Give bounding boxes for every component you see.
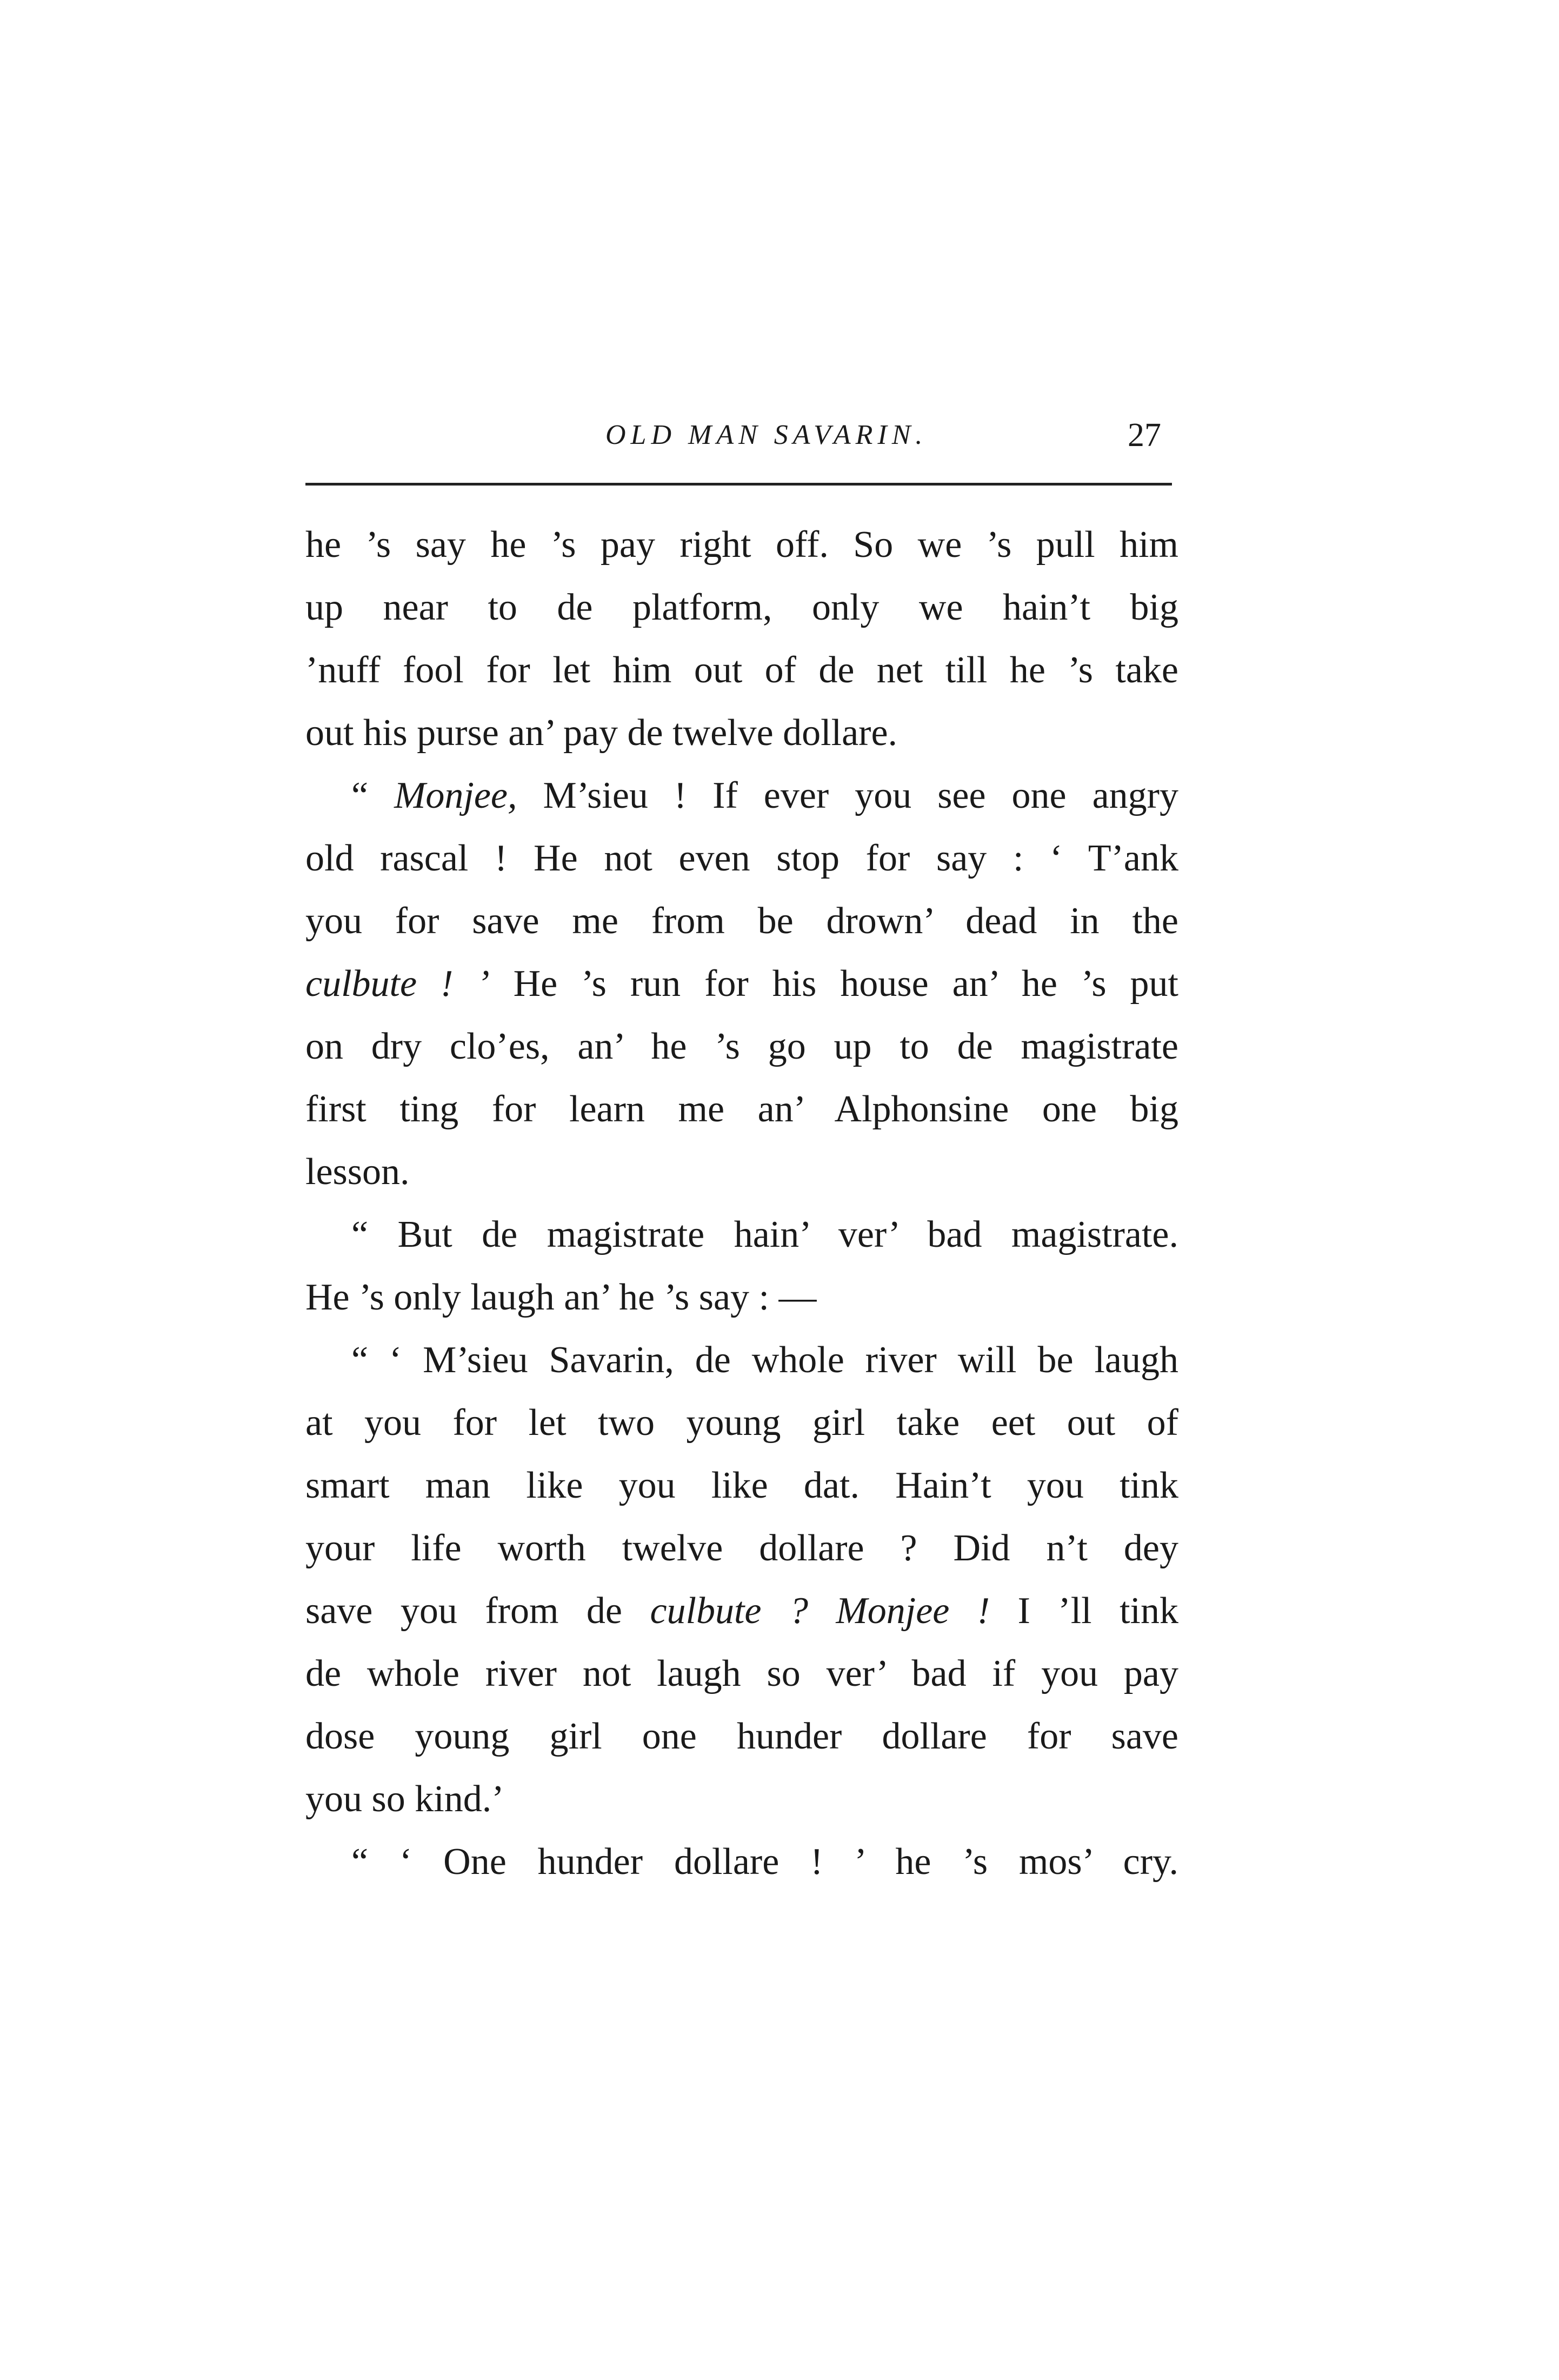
text-line bbox=[305, 1454, 1178, 1517]
text-line bbox=[305, 1705, 1178, 1768]
text-segment: “ bbox=[351, 775, 395, 816]
text-line bbox=[305, 576, 1178, 639]
text-segment: first ting for learn me an’ Alphonsine one big bbox=[305, 1088, 1178, 1130]
text-segment: de whole river not laugh so ver’ bad if you pay bbox=[305, 1653, 1178, 1694]
text-segment: lesson. bbox=[305, 1151, 410, 1193]
text-segment: I ’ll tink bbox=[990, 1590, 1178, 1632]
text-line bbox=[305, 702, 1178, 764]
text-line bbox=[305, 1329, 1178, 1392]
text-line bbox=[305, 764, 1178, 827]
text-line bbox=[305, 827, 1178, 890]
text-segment: smart man like you like dat. Hain’t you tink bbox=[305, 1465, 1178, 1506]
text-segment: dose young girl one hunder dollare for save bbox=[305, 1716, 1178, 1757]
page-header bbox=[305, 411, 1172, 460]
text-line bbox=[305, 514, 1178, 576]
text-segment: save you from de bbox=[305, 1590, 650, 1632]
text-line bbox=[305, 1141, 1178, 1204]
text-line bbox=[305, 1643, 1178, 1705]
text-segment: “ But de magistrate hain’ ver’ bad magistrate. bbox=[351, 1214, 1178, 1255]
text-segment: ’nuff fool for let him out of de net till he ’s take bbox=[305, 649, 1178, 691]
text-segment: you so kind.’ bbox=[305, 1778, 504, 1820]
italic-text: culbute ! ’ bbox=[305, 963, 490, 1005]
text-line bbox=[305, 1204, 1178, 1266]
running-title: OLD MAN SAVARIN. bbox=[605, 420, 928, 450]
text-line bbox=[305, 1580, 1178, 1643]
page-number: 27 bbox=[1128, 417, 1161, 454]
header-rule bbox=[305, 483, 1172, 486]
text-line bbox=[305, 1831, 1178, 1893]
italic-text: culbute ? Monjee ! bbox=[650, 1590, 990, 1632]
text-segment: M’sieu ! If ever you see one angry bbox=[517, 775, 1178, 816]
body-text bbox=[305, 514, 1178, 1893]
text-segment: your life worth twelve dollare ? Did n’t dey bbox=[305, 1527, 1178, 1569]
text-segment: at you for let two young girl take eet out of bbox=[305, 1402, 1178, 1444]
text-segment: up near to de platform, only we hain’t big bbox=[305, 587, 1178, 628]
text-segment: on dry clo’es, an’ he ’s go up to de magistrate bbox=[305, 1026, 1178, 1067]
text-line bbox=[305, 1266, 1178, 1329]
italic-text: Monjee, bbox=[394, 775, 517, 816]
text-line bbox=[305, 1392, 1178, 1454]
text-line bbox=[305, 639, 1178, 702]
text-line bbox=[305, 890, 1178, 953]
text-segment: old rascal ! He not even stop for say : ‘ T’ank bbox=[305, 837, 1178, 879]
text-line bbox=[305, 953, 1178, 1015]
text-line bbox=[305, 1015, 1178, 1078]
text-segment: He ’s run for his house an’ he ’s put bbox=[489, 963, 1178, 1005]
text-segment: “ ‘ One hunder dollare ! ’ he ’s mos’ cry. bbox=[351, 1841, 1178, 1883]
text-segment: out his purse an’ pay de twelve dollare. bbox=[305, 712, 898, 754]
text-line bbox=[305, 1078, 1178, 1141]
text-line bbox=[305, 1768, 1178, 1831]
text-line bbox=[305, 1517, 1178, 1580]
text-segment: He ’s only laugh an’ he ’s say : — bbox=[305, 1277, 817, 1318]
text-segment: he ’s say he ’s pay right off. So we ’s pull him bbox=[305, 524, 1178, 566]
text-segment: you for save me from be drown’ dead in the bbox=[305, 900, 1178, 942]
text-segment: “ ‘ M’sieu Savarin, de whole river will be laugh bbox=[351, 1339, 1178, 1381]
